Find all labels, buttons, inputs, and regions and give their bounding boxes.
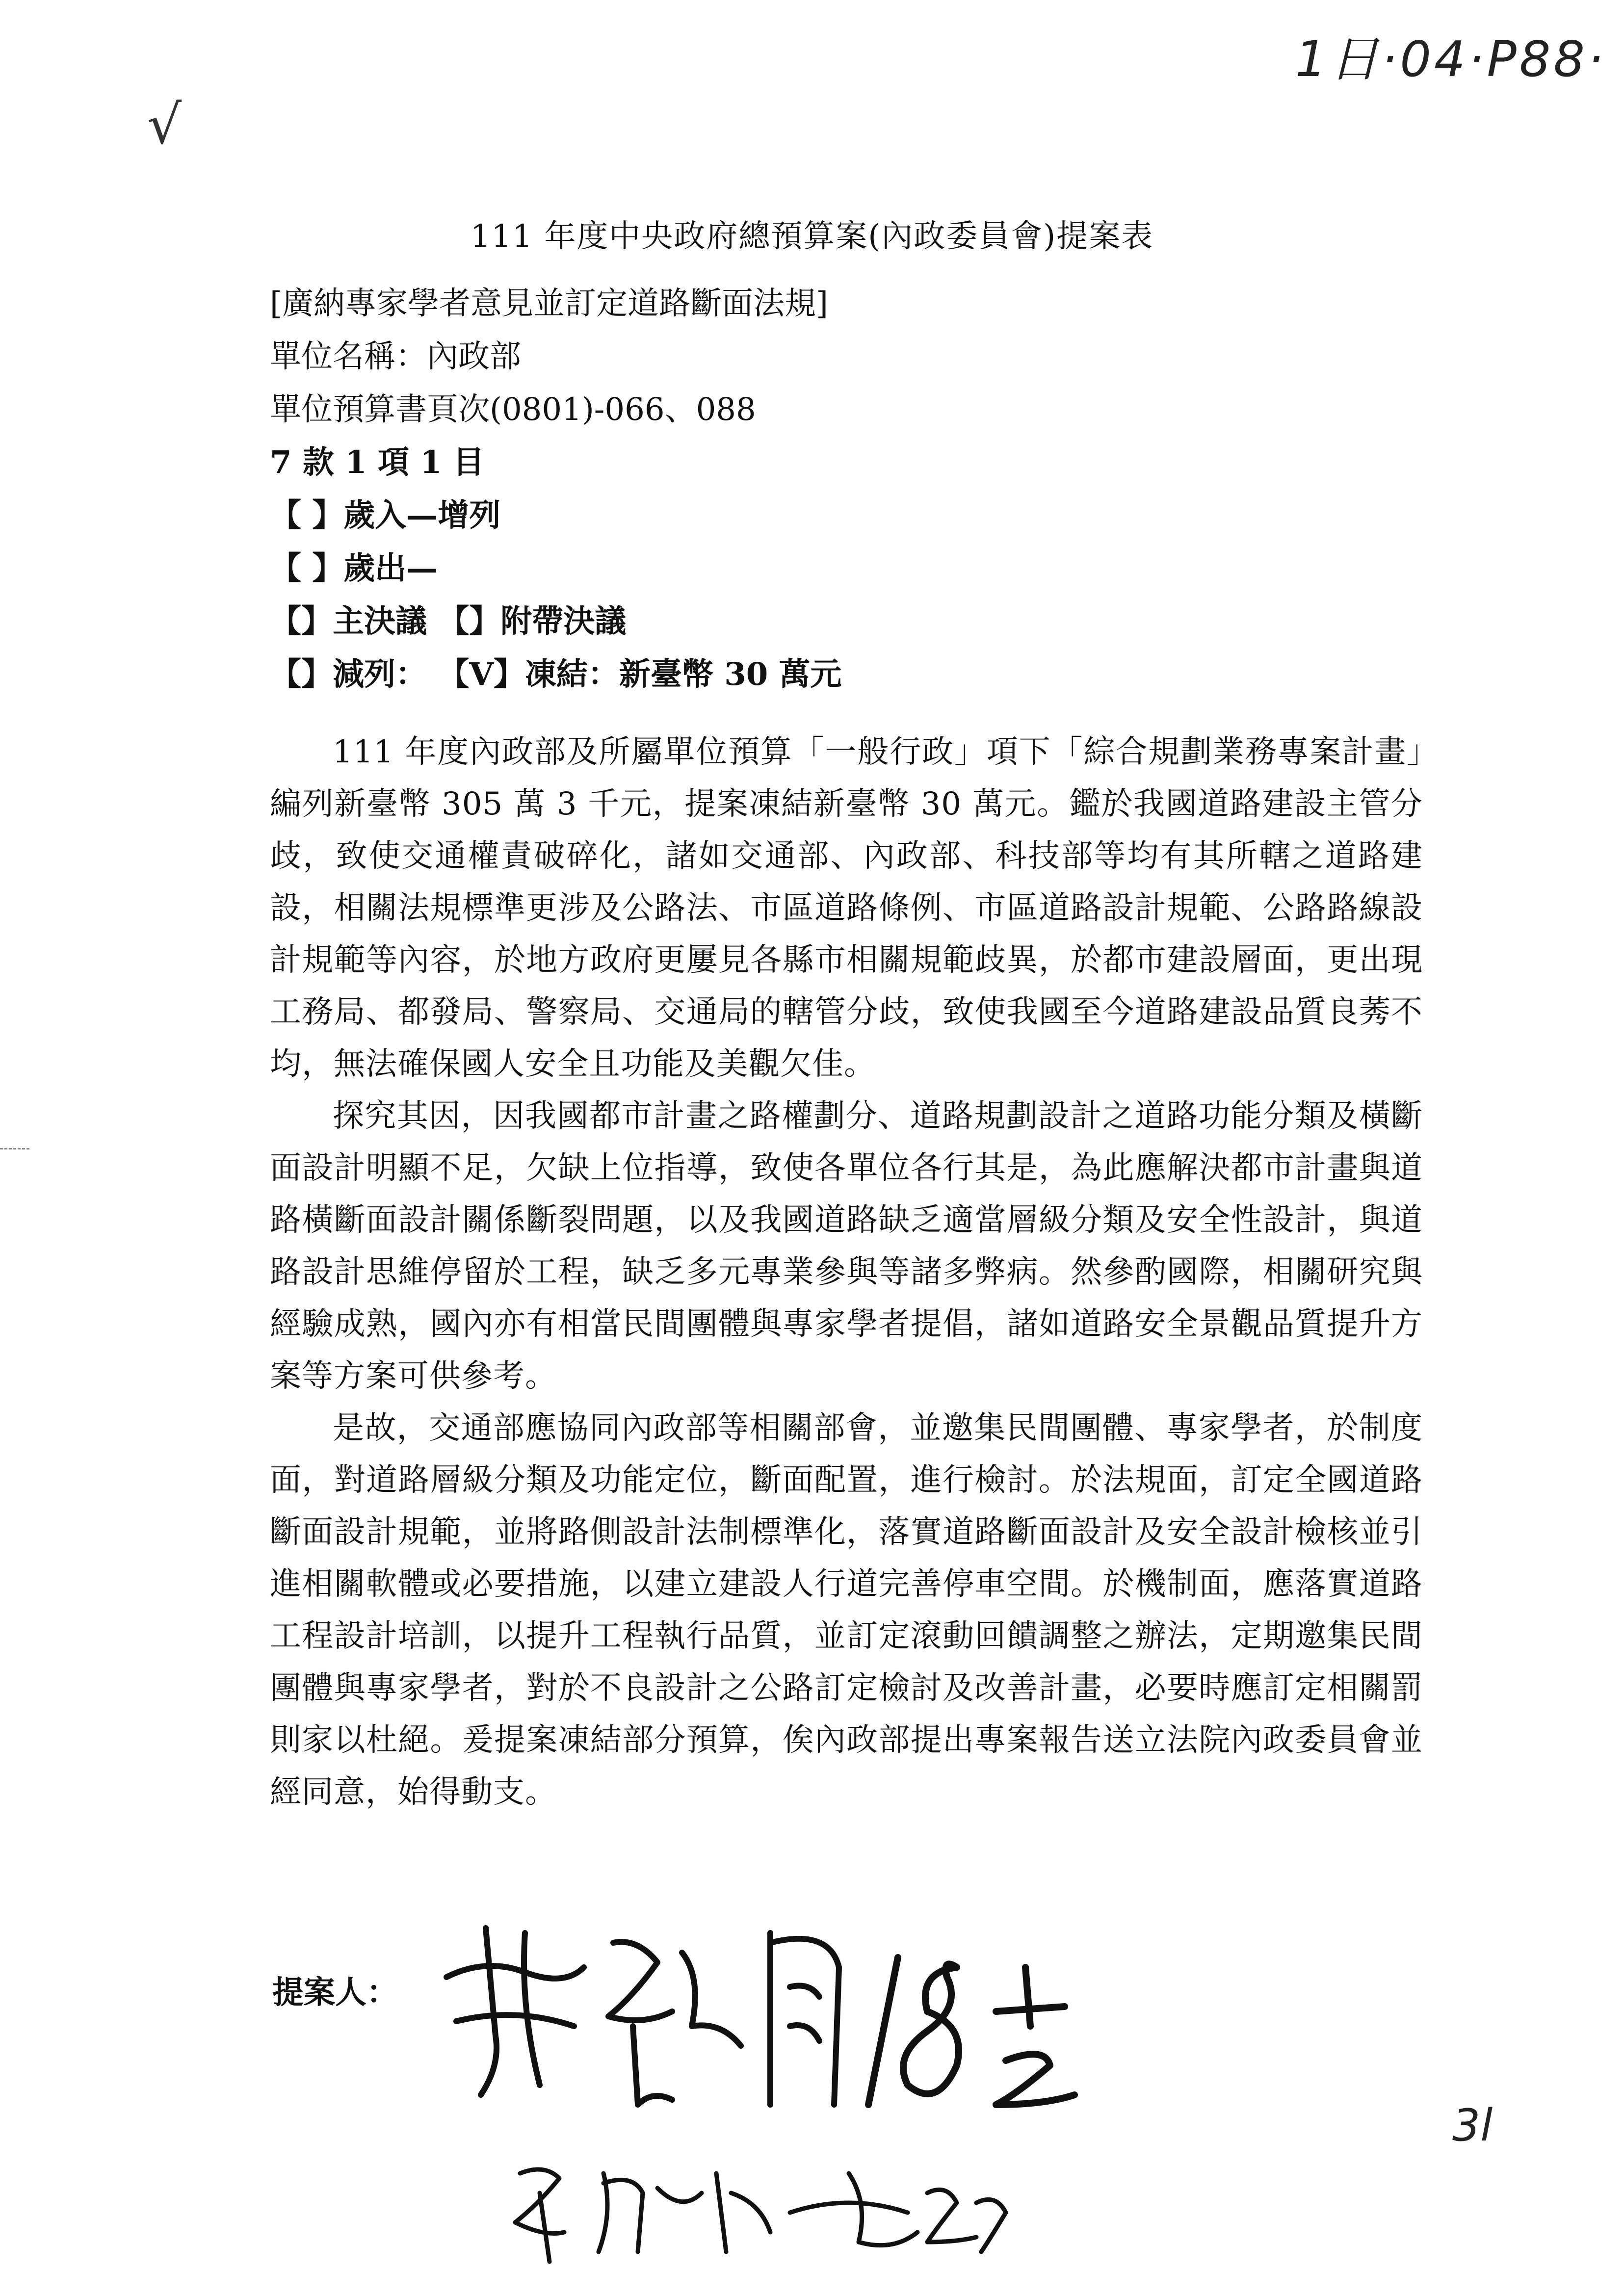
revenue-option: 【 】歲入—增列 (270, 497, 501, 534)
budget-pages: 單位預算書頁次(0801)-066、088 (270, 391, 756, 428)
body-paragraph: 探究其因，因我國都市計畫之路權劃分、道路規劃設計之道路功能分類及橫斷面設計明顯不足，欠缺上位指導，致使各單位各行其是，為此應解決都市計畫與道路橫斷面設計關係斷裂問題，以及我國道路缺乏適當層級分類及安全性設計，與道路設計思維停留於工程，缺乏多元專業參與等諸多弊病。然參酌國際，相關研究與經驗成熟，國內亦有相當民間團體與專家學者提倡，諸如道路安全景觀品質提升方案等方案可供參考。 (270, 1098, 1423, 1394)
proposer-label: 提案人： (272, 1974, 398, 2011)
unit-name: 單位名稱：內政部 (270, 339, 521, 375)
proposal-subject: [廣納專家學者意見並訂定道路斷面法規] (270, 286, 828, 322)
resolution-option: 【】主決議 【】附帶決議 (270, 603, 627, 640)
scan-edge-mark (0, 1148, 29, 1149)
expenditure-option: 【 】歲出— (270, 550, 438, 587)
budget-section: 7 款 1 項 1 目 (270, 444, 484, 481)
check-mark-icon: √ (147, 93, 182, 156)
handwritten-signatures (427, 1899, 1212, 2291)
body-paragraph: 是故，交通部應協同內政部等相關部會，並邀集民間團體、專家學者，於制度面，對道路層級分類及功能定位，斷面配置，進行檢討。於法規面，訂定全國道路斷面設計規範，並將路側設計法制標準化，落實道路斷面設計及安全設計檢核並引進相關軟體或必要措施，以建立建設人行道完善停車空間。於機制面，應落實道路工程設計培訓，以提升工程執行品質，並訂定滾動回饋調整之辦法，定期邀集民間團體與專家學者，對於不良設計之公路訂定檢討及改善計畫，必要時應訂定相關罰則家以杜絕。爰提案凍結部分預算，俟內政部提出專案報告送立法院內政委員會並經同意，始得動支。 (270, 1410, 1423, 1810)
handwritten-page-mark: 3l (1452, 2100, 1493, 2151)
proposal-header (270, 277, 1447, 701)
signature-primary (446, 1928, 839, 2105)
signature-secondary (515, 2169, 1006, 2262)
body-paragraph: 111 年度內政部及所屬單位預算「一般行政」項下「綜合規劃業務專案計畫」編列新臺幣 305 萬 3 千元，提案凍結新臺幣 30 萬元。鑑於我國道路建設主管分歧，致使交通權責破碎化，諸如交通部、內政部、科技部等均有其所轄之道路建設，相關法規標準更涉及公路法、市區道路條例、市區道路設計規範、公路路線設計規範等內容，於地方政府更屢見各縣市相關規範歧異，於都市建設層面，更出現工務局、都發局、警察局、交通局的轄管分歧，致使我國至今道路建設品質良莠不均，無法確保國人安全且功能及美觀欠佳。 (270, 734, 1423, 1082)
proposal-body (270, 726, 1423, 1818)
document-title: 111 年度中央政府總預算案(內政委員會)提案表 (470, 218, 1154, 255)
reduction-freeze-option: 【】減列： 【V】凍結：新臺幣 30 萬元 (270, 656, 842, 693)
signature-count-mark (868, 1957, 1074, 2105)
handwritten-page-code: 1日·04·P88· (1295, 30, 1606, 88)
